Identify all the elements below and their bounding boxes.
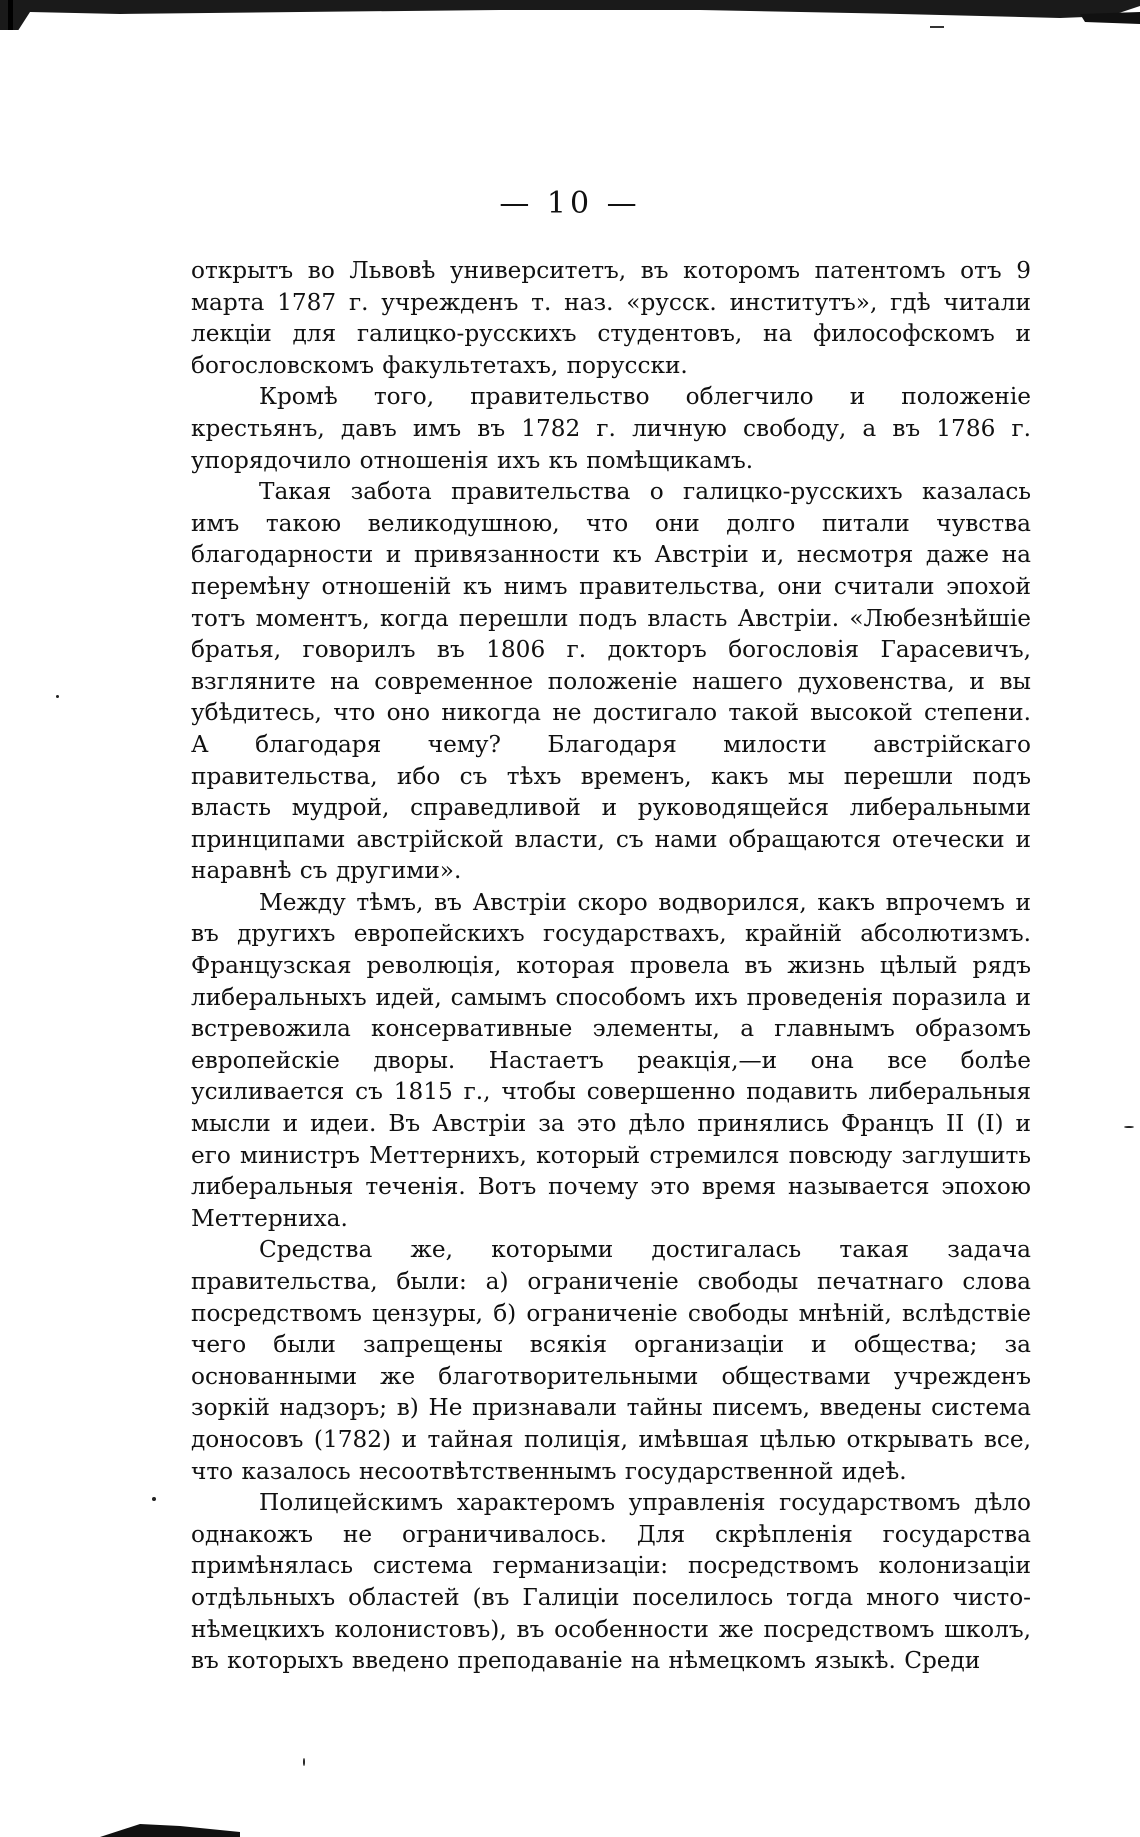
paragraph-continuation: открытъ во Львовѣ университетъ, въ которомъ патентомъ отъ 9 марта 1787 г. учрежденъ т. наз. «русск. институтъ», гдѣ читали лекціи для галицко-русскихъ студентовъ, на философскомъ и богословскомъ факультетахъ, порусски. [191,257,1031,379]
body-text [191,255,1031,1677]
scan-speck [303,1758,305,1766]
paragraph: Между тѣмъ, въ Австріи скоро водворился, какъ впрочемъ и въ другихъ европейскихъ государствахъ, крайній абсолютизмъ. Французская революція, которая провела въ жизнь цѣлый рядъ либеральныхъ идей, самымъ способомъ ихъ проведенія поразила и встревожила консервативные элементы, а главнымъ образомъ европейскіе дворы. Настаетъ реакція,—и она все болѣе усиливается съ 1815 г., чтобы совершенно подавить либеральныя мысли и идеи. Въ Австріи за это дѣло принялись Францъ II (I) и его министръ Меттернихъ, который стремился повсюду заглушить либеральныя теченія. Вотъ почему это время называется эпохою Меттерниха. [191,888,1031,1232]
paragraph: Такая забота правительства о галицко-русскихъ казалась имъ такою великодушною, что они долго питали чувства благодарности и привязанности къ Австріи и, несмотря даже на перемѣну отношеній къ нимъ правительства, они считали эпохой тотъ моментъ, когда перешли подъ власть Австріи. «Любезнѣйшіе братья, говорилъ въ 1806 г. докторъ богословія Гарасевичъ, взгляните на современное положеніе нашего духовенства, и вы убѣдитесь, что оно никогда не достигало такой высокой степени. А благодаря чему? Благодаря милости австрійскаго правительства, ибо съ тѣхъ временъ, какъ мы перешли подъ власть мудрой, справедливой и руководящейся либеральными принципами австрійской власти, съ нами обращаются отечески и наравнѣ съ другими». [191,478,1031,885]
paragraph: Полицейскимъ характеромъ управленія государствомъ дѣло однакожъ не ограничивалось. Для скрѣпленія государства примѣнялась система германизаціи: посредствомъ колонизаціи отдѣльныхъ областей (въ Галиціи поселилось тогда много чисто-нѣмецкихъ колонистовъ), въ особенности же посредствомъ школъ, въ которыхъ введено преподаваніе на нѣмецкомъ языкѣ. Среди [191,1489,1031,1675]
scan-edge-top [0,0,1140,30]
page-number: — 10 — [499,186,641,221]
paragraph: Средства же, которыми достигалась такая задача правительства, были: а) ограниченіе свободы печатнаго слова посредствомъ цензуры, б) ограниченіе свободы мнѣній, вслѣдствіе чего были запрещены всякія организаціи и общества; за основанными же благотворительными обществами учрежденъ зоркій надзоръ; в) Не признавали тайны писемъ, введены система доносовъ (1782) и тайная полиція, имѣвшая цѣлью открывать все, что казалось несоотвѣтственнымъ государственной идеѣ. [191,1236,1031,1485]
paragraph: Кромѣ того, правительство облегчило и положеніе крестьянъ, давъ имъ въ 1782 г. личную свободу, а въ 1786 г. упорядочило отношенія ихъ къ помѣщикамъ. [191,383,1031,474]
scan-speck [1124,1126,1134,1128]
scan-speck [152,1497,156,1501]
scan-edge-bottom [100,1810,240,1837]
scan-speck [56,695,59,698]
